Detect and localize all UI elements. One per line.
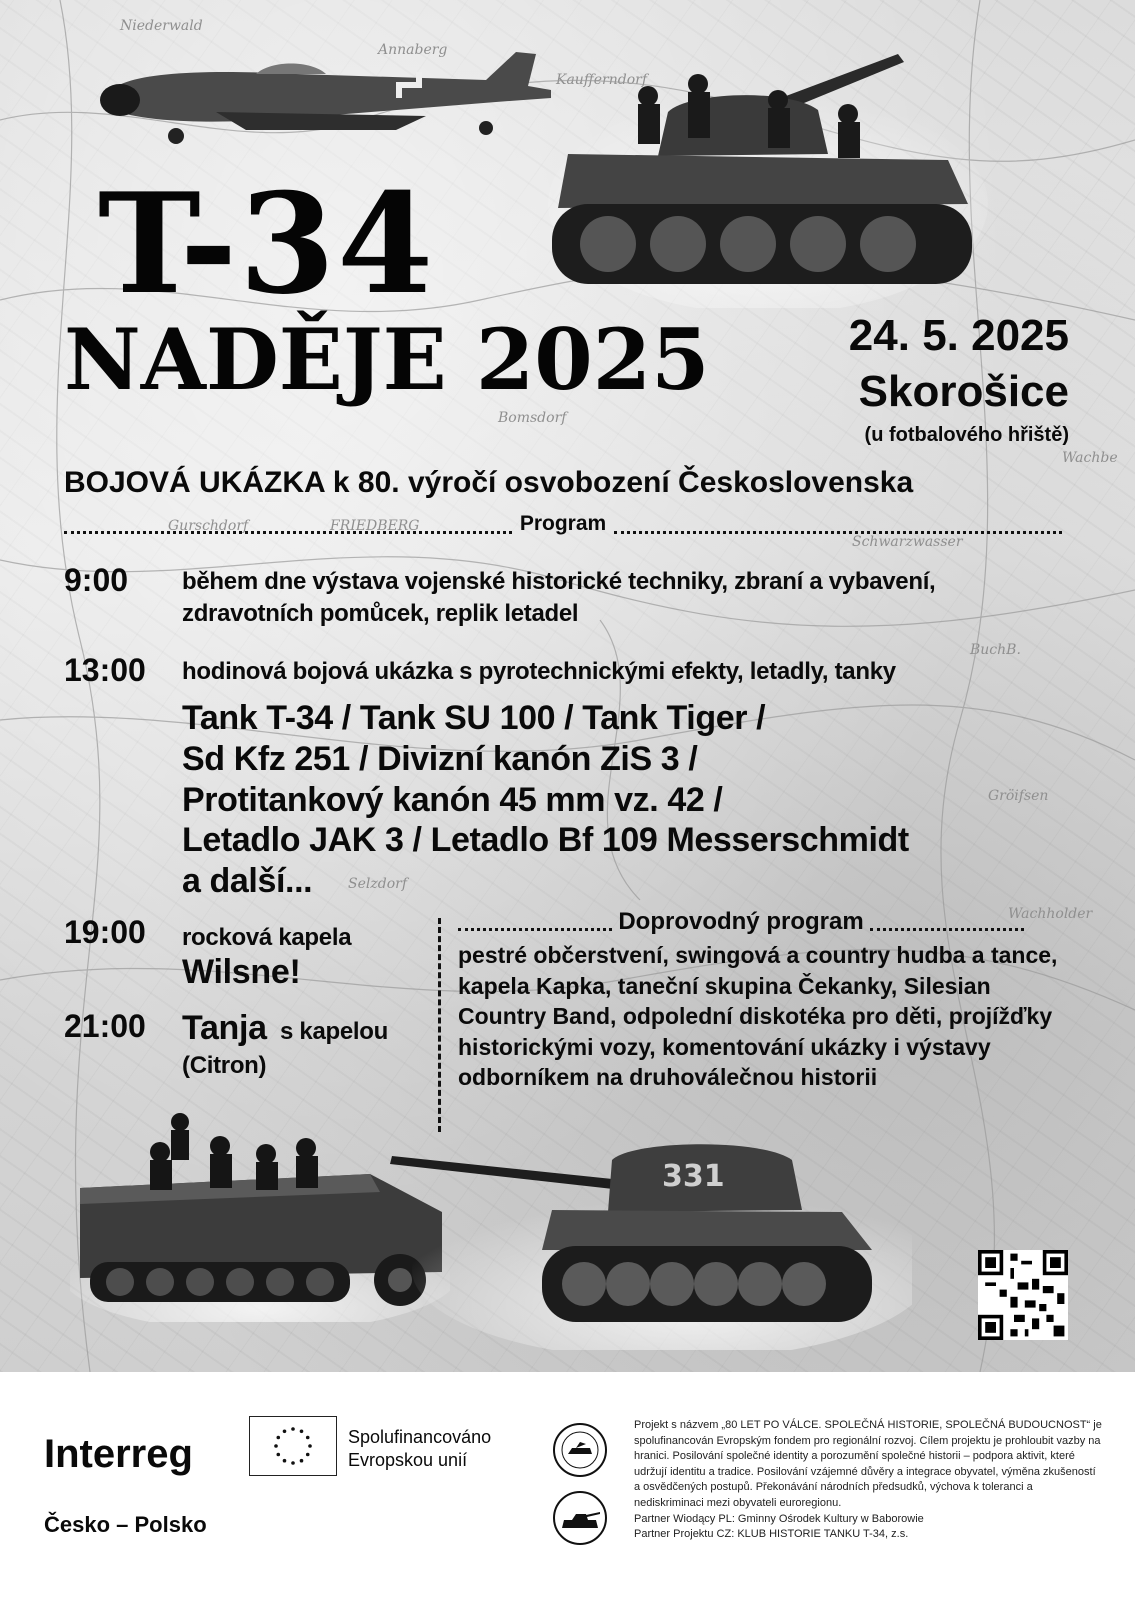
project-description: Projekt s názvem „80 LET PO VÁLCE. SPOLEČNÁ HISTORIE, SPOLEČNÁ BUDOUCNOST“ je spolufinancován Evropským fondem pro regionální rozvoj. Cílem projektu je prohloubit vazby na hranici. Posilování společné identity a porozumění společné historii – podpora aktivit, které udržují identitu a tradice. Posilování vzájemné důvěry a integrace obyvatel, výměna zkušeností a osvědčených postupů. Překonávání národních předsudků, výchova k toleranci a nediskriminaci mezi obyvateli euroregionu. <box>634 1419 1102 1510</box>
vehicle-list <box>182 698 909 902</box>
eu-star <box>283 1459 287 1463</box>
tiger-turret-number: 331 <box>662 1159 725 1194</box>
map-label: Niederwald <box>120 18 203 34</box>
poster-title: T-34 <box>98 162 436 325</box>
tiger-tank-photo <box>372 1120 912 1350</box>
eu-flag-icon <box>249 1416 337 1476</box>
dotted-rule <box>870 914 1024 931</box>
map-label: Wachholder <box>1008 906 1093 922</box>
map-label: FRIEDBERG <box>330 518 420 534</box>
column-divider <box>438 918 441 1132</box>
event-place: Skorošice <box>858 367 1069 416</box>
eu-star <box>274 1444 278 1448</box>
vehicle-line: Letadlo JAK 3 / Letadlo Bf 109 Messerschmidt <box>182 821 909 860</box>
program-label: Program <box>519 512 607 535</box>
band-name: Wilsne! <box>182 953 301 991</box>
eu-star <box>300 1429 304 1433</box>
eu-star <box>306 1453 310 1457</box>
evening-time: 21:00 <box>64 1008 146 1044</box>
map-label: Gröifsen <box>988 788 1049 804</box>
eu-line: Evropskou unií <box>348 1450 468 1471</box>
interreg-logo: Interreg <box>44 1432 193 1476</box>
dotted-rule <box>64 515 512 534</box>
eu-star <box>283 1429 287 1433</box>
program-time: 13:00 <box>64 652 146 688</box>
side-program-label: Doprovodný program <box>618 908 864 935</box>
map-label: Bomsdorf <box>498 410 567 426</box>
program-divider <box>64 512 1062 536</box>
evening-text: rocková kapela <box>182 924 352 951</box>
region-label: Česko – Polsko <box>44 1512 207 1537</box>
evening-time: 19:00 <box>64 914 146 950</box>
vehicle-line: a další... <box>182 862 313 901</box>
eu-star <box>276 1436 280 1440</box>
map-label: Wachbe <box>1062 450 1118 466</box>
partner-lead: Partner Wiodący PL: Gminny Ośrodek Kultury w Baborowie <box>634 1512 924 1525</box>
program-text: hodinová bojová ukázka s pyrotechnickými efekty, letadly, tanky <box>182 658 896 685</box>
poster-subtitle: NADĚJE 2025 <box>64 310 710 409</box>
eu-star <box>276 1453 280 1457</box>
event-place-note: (u fotbalového hřiště) <box>864 424 1069 446</box>
map-label: BuchB. <box>970 642 1021 658</box>
eu-star <box>306 1436 310 1440</box>
side-program-heading <box>458 908 1024 936</box>
map-label: Selzdorf <box>348 876 407 892</box>
vehicle-line: Tank T-34 / Tank SU 100 / Tank Tiger / <box>182 699 766 737</box>
performer-name: Tanja <box>182 1009 267 1047</box>
vehicle-line: Sd Kfz 251 / Divizní kanón ZiS 3 / <box>182 739 698 778</box>
map-label: Annaberg <box>378 42 448 58</box>
qr-code[interactable] <box>978 1250 1068 1340</box>
program-time: 9:00 <box>64 562 129 598</box>
project-info <box>634 1418 1104 1543</box>
dotted-rule <box>458 914 612 931</box>
eu-star <box>291 1427 295 1431</box>
program-text: během dne výstava vojenské historické techniky, zbraní a vybavení, zdravotních pomůcek, replik letadel <box>182 568 936 628</box>
partner-emblem-icon <box>552 1422 608 1478</box>
eu-star <box>291 1461 295 1465</box>
messerschmitt-plane-illustration <box>96 46 566 156</box>
footer <box>0 1372 1135 1600</box>
map-label: Gurschdorf <box>168 518 249 534</box>
eu-star <box>300 1459 304 1463</box>
side-program-text: pestré občerstvení, swingová a country hudba a tance, kapela Kapka, taneční skupina Čekanky, Silesian Country Band, odpolední diskotéka pro děti, projížďky historickými vozy, komentování ukázky i výstavy odborníkem na druhoválečnou historii <box>458 942 1058 1091</box>
performer-note: s kapelou <box>280 1018 389 1045</box>
eu-cofinanced-text <box>348 1426 491 1473</box>
map-label: Schwarzwasser <box>852 534 963 550</box>
klub-historie-tanku-logo <box>552 1490 608 1546</box>
performer-band: (Citron) <box>182 1052 267 1079</box>
map-label: Kaufferndorf <box>556 72 647 88</box>
dotted-rule <box>614 515 1062 534</box>
event-date: 24. 5. 2025 <box>848 311 1069 360</box>
t34-tank-photo <box>548 44 988 308</box>
headline: BOJOVÁ UKÁZKA k 80. výročí osvobození Československa <box>64 466 914 499</box>
vehicle-line: Protitankový kanón 45 mm vz. 42 / <box>182 780 723 819</box>
partner-project: Partner Projektu CZ: KLUB HISTORIE TANKU T-34, z.s. <box>634 1528 909 1541</box>
eu-line: Spolufinancováno <box>348 1427 492 1447</box>
eu-star <box>308 1444 312 1448</box>
